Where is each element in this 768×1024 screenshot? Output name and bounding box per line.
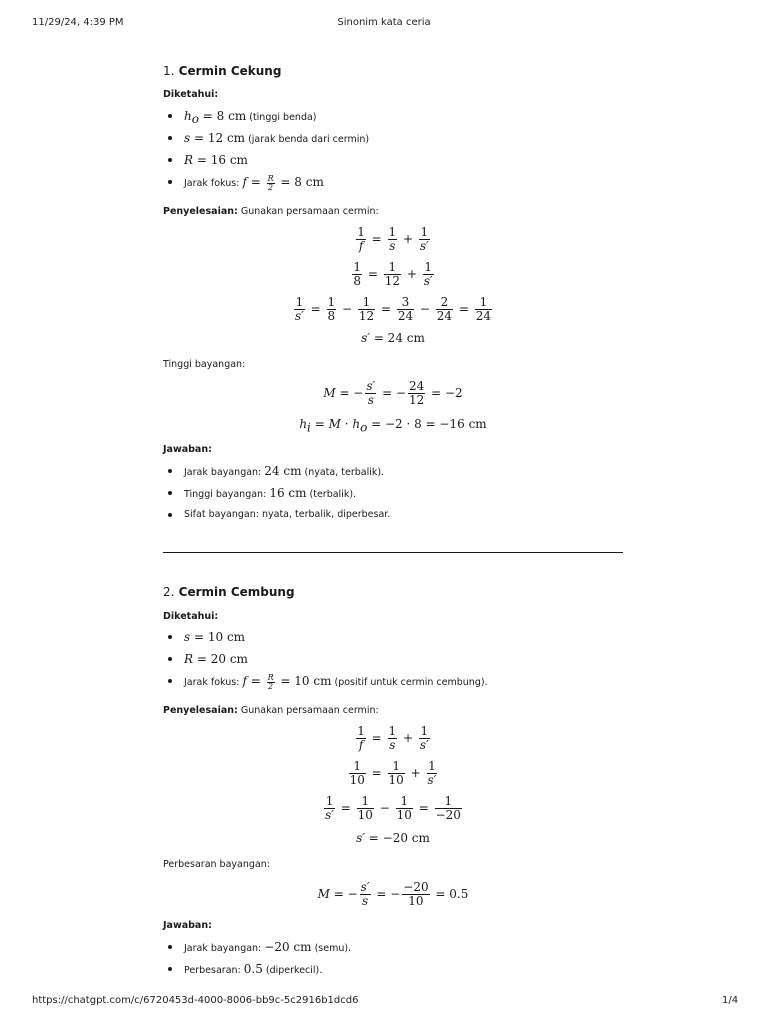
list-item: Sifat bayangan: nyata, terbalik, diperbesar. — [163, 504, 390, 526]
s1-jawaban-label: Jawaban: — [163, 444, 212, 455]
fraction: $\frac{R}{2}$ — [267, 673, 274, 691]
s2-equation-2: $\frac{1}{10}$ = $\frac{1}{10}$ + $\frac{1}{s'}$ — [349, 759, 437, 787]
section-1-number: 1. — [163, 64, 175, 78]
s2-penyelesaian: Penyelesaian: Gunakan persamaan cermin: — [163, 705, 379, 716]
section-2-number: 2. — [163, 585, 175, 599]
s1-equation-4: s′ = 24 cm — [361, 331, 425, 345]
s1-equation-1: $\frac{1}{f}$ = $\frac{1}{s}$ + $\frac{1}{s'}$ — [357, 225, 429, 253]
s1-answers-list — [163, 460, 390, 526]
list-item: Tinggi bayangan: 16 cm (terbalik). — [163, 482, 390, 504]
s2-diketahui-label: Diketahui: — [163, 611, 219, 622]
fraction: $\frac{R}{2}$ — [267, 174, 274, 192]
list-item: s = 12 cm (jarak benda dari cermin) — [163, 127, 369, 149]
list-item: Jarak bayangan: −20 cm (semu). — [163, 936, 351, 958]
print-url: https://chatgpt.com/c/6720453d-4000-8006-bb9c-5c2916b1dcd6 — [32, 995, 359, 1006]
s1-penyelesaian: Penyelesaian: Gunakan persamaan cermin: — [163, 206, 379, 217]
s2-equation-1: $\frac{1}{f}$ = $\frac{1}{s}$ + $\frac{1}{s'}$ — [357, 724, 429, 752]
list-item: $h_o = 8$ cm (tinggi benda) — [163, 105, 369, 127]
list-item: Jarak bayangan: 24 cm (nyata, terbalik). — [163, 460, 390, 482]
section-1-heading — [163, 64, 281, 78]
s1-equation-3: $\frac{1}{s'}$ = $\frac{1}{8}$ − $\frac{1}{12}$ = $\frac{3}{24}$ − $\frac{2}{24}$ = $\frac{1}{24}$ — [294, 295, 492, 323]
s2-jawaban-label: Jawaban: — [163, 920, 212, 931]
list-item: Jarak fokus: f = $\frac{R}{2}$ = 8 cm — [163, 171, 369, 193]
s1-given-list — [163, 105, 369, 193]
s2-magnification-equation: M = − $\frac{s'}{s}$ = − $\frac{-20}{10}$ = 0.5 — [317, 880, 469, 908]
s2-perbesaran-label: Perbesaran bayangan: — [163, 859, 270, 870]
given-note: (jarak benda dari cermin) — [248, 134, 370, 145]
section-2-heading — [163, 585, 295, 599]
s2-given-list — [163, 626, 488, 692]
list-item: R = 20 cm — [163, 648, 488, 670]
print-datetime: 11/29/24, 4:39 PM — [32, 17, 124, 28]
list-item: Jarak fokus: f = $\frac{R}{2}$ = 10 cm (positif untuk cermin cembung). — [163, 670, 488, 692]
s1-magnification-equation: M = − $\frac{s'}{s}$ = − $\frac{24}{12}$ = −2 — [323, 379, 463, 407]
s1-tinggi-label: Tinggi bayangan: — [163, 359, 246, 370]
section-1-title: Cermin Cekung — [178, 64, 282, 78]
s1-diketahui-label: Diketahui: — [163, 89, 219, 100]
s2-answers-list — [163, 936, 351, 980]
list-item: s = 10 cm — [163, 626, 488, 648]
list-item: R = 16 cm — [163, 149, 369, 171]
s2-equation-3: $\frac{1}{s'}$ = $\frac{1}{10}$ − $\frac{1}{10}$ = $\frac{1}{-20}$ — [325, 794, 461, 822]
print-page-title: Sinonim kata ceria — [337, 17, 431, 28]
list-item: Perbesaran: 0.5 (diperkecil). — [163, 958, 351, 980]
section-divider — [163, 552, 623, 553]
given-note: (tinggi benda) — [249, 112, 317, 123]
s1-image-height-equation: $h_i = M \cdot h_o = -2 \cdot 8 = -16$ cm — [299, 417, 487, 435]
s2-equation-4: s′ = −20 cm — [356, 831, 430, 845]
s1-equation-2: $\frac{1}{8}$ = $\frac{1}{12}$ + $\frac{1}{s'}$ — [353, 260, 433, 288]
print-page-number: 1/4 — [722, 995, 739, 1006]
section-2-title: Cermin Cembung — [178, 585, 295, 599]
